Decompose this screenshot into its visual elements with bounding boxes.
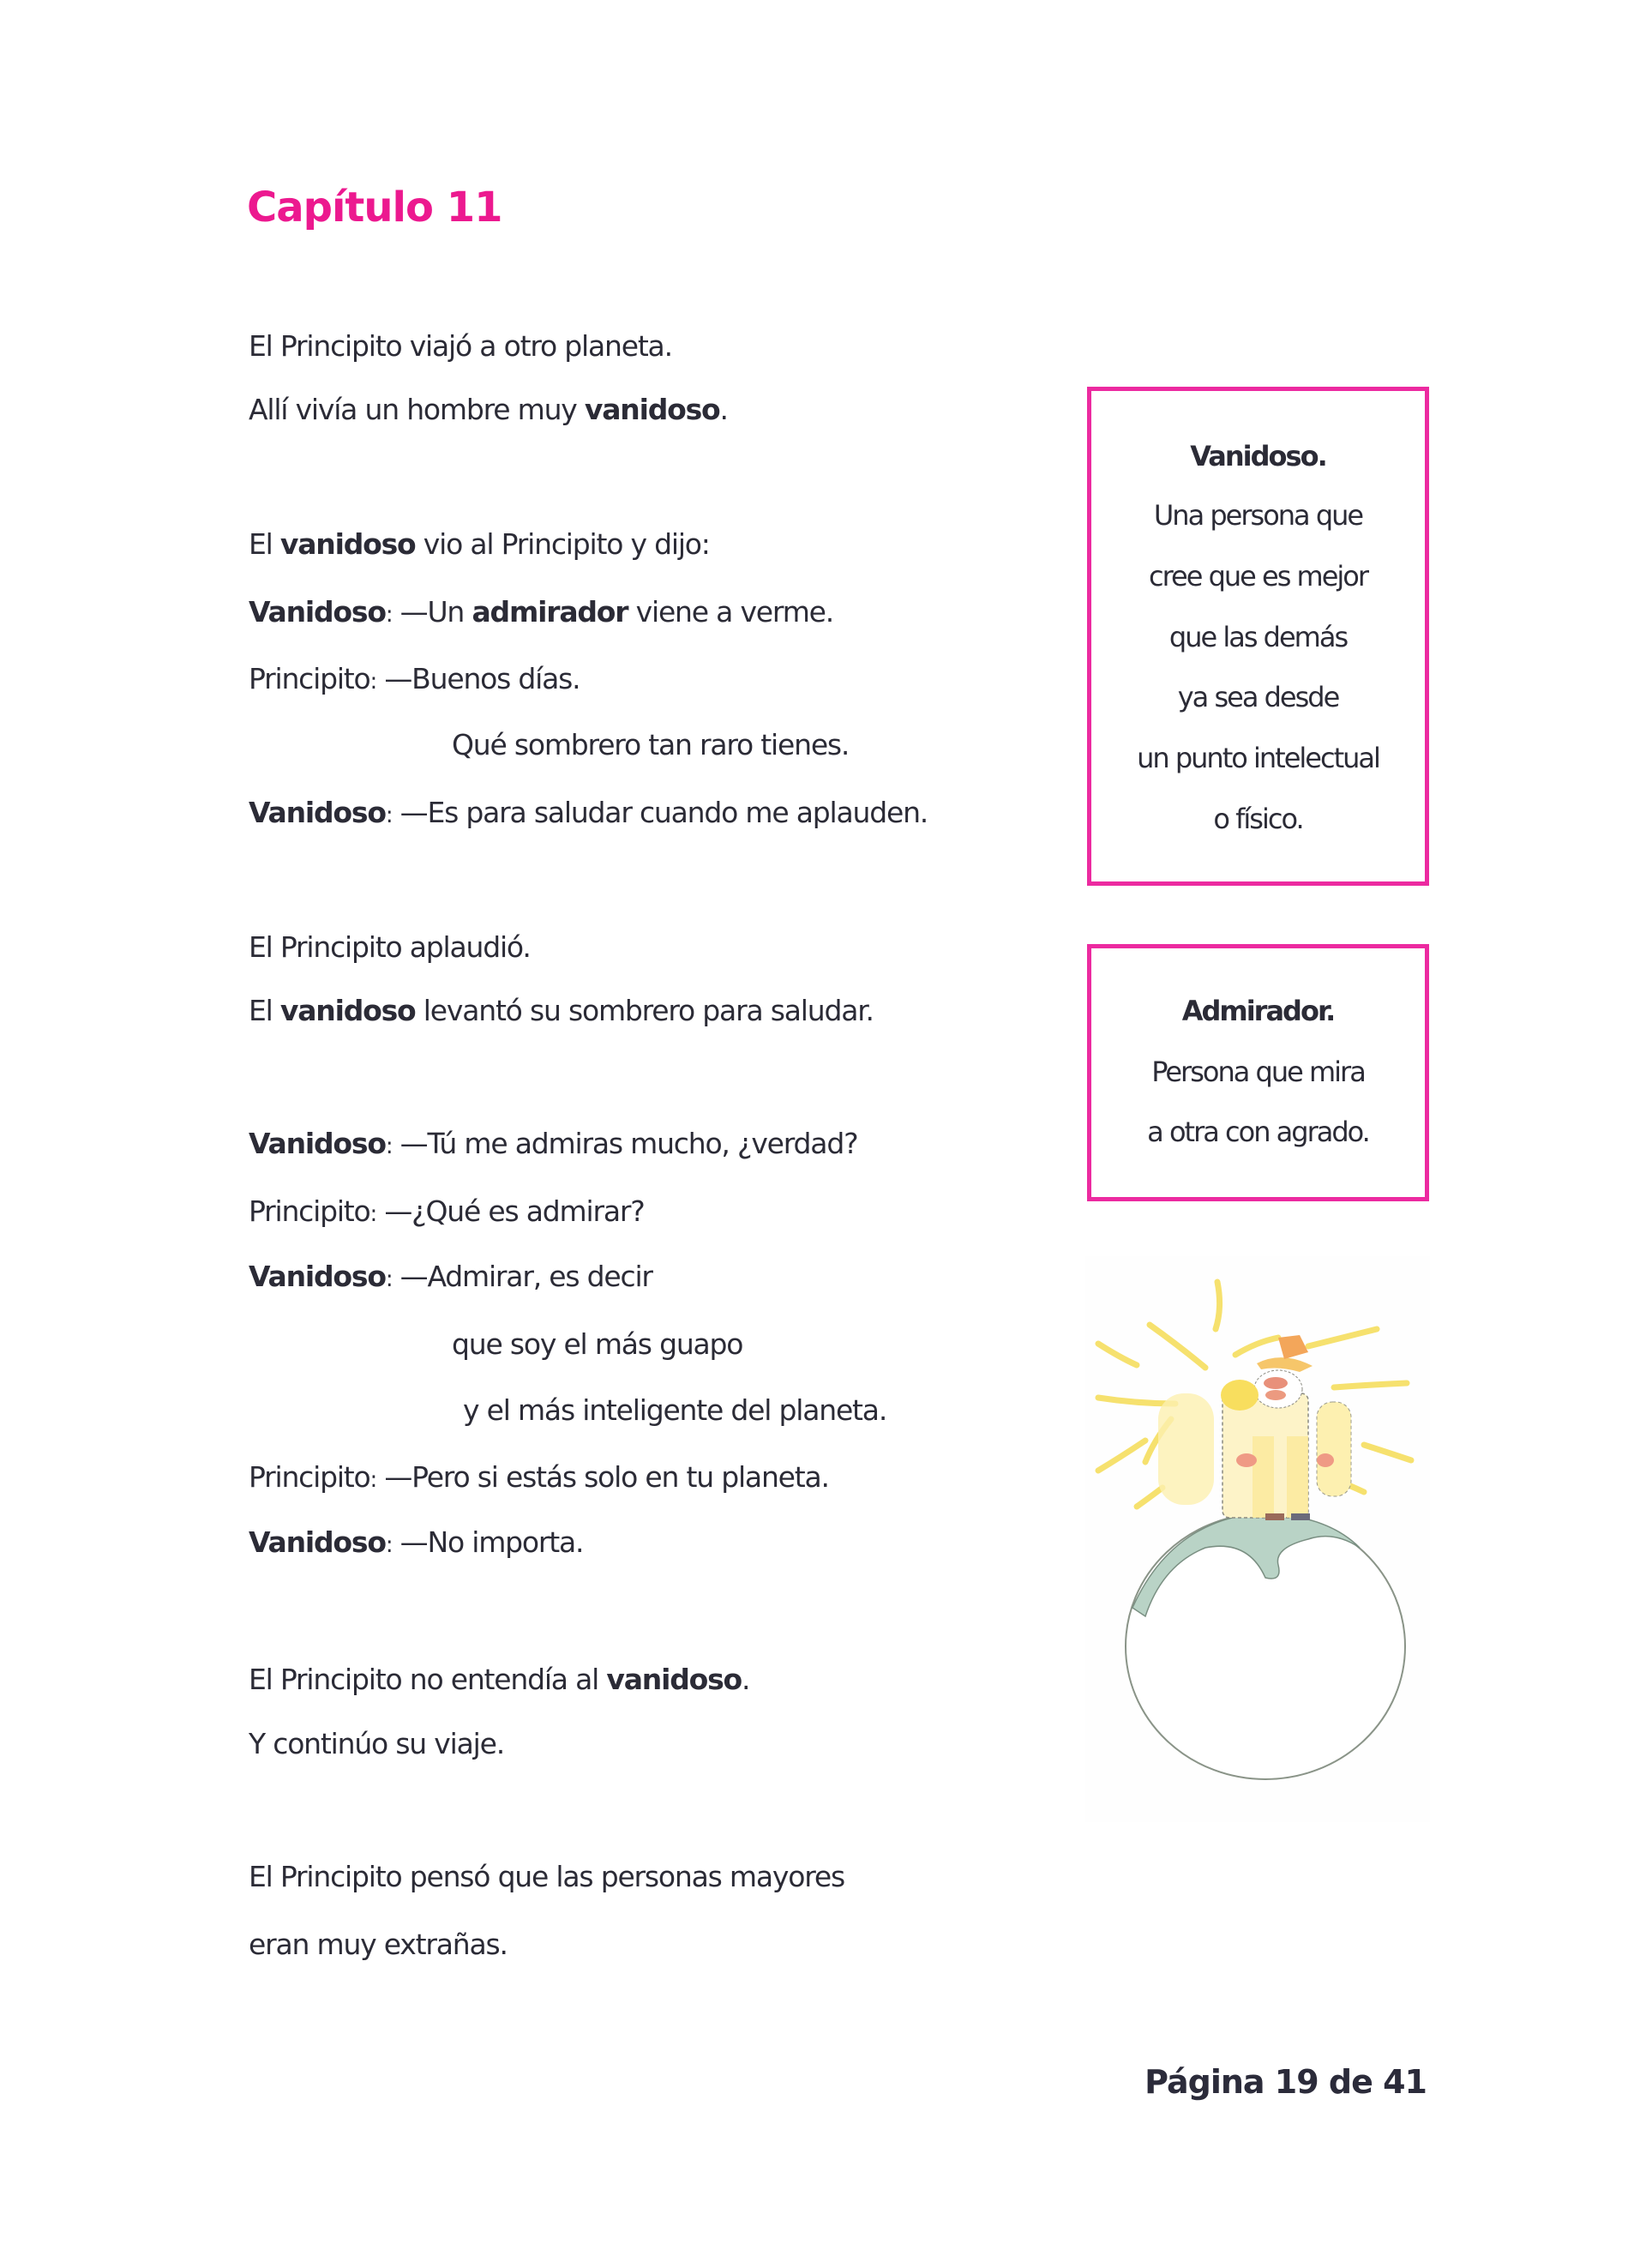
body-line bbox=[249, 929, 531, 966]
glossary-term-highlight: admirador bbox=[472, 595, 628, 629]
glossary-box-admirador bbox=[1087, 944, 1429, 1201]
speaker-colon: : bbox=[369, 669, 377, 695]
dialogue-text: —Buenos días. bbox=[376, 662, 580, 695]
glossary-box-vanidoso bbox=[1087, 387, 1429, 886]
dialogue-text: —¿Qué es admirar? bbox=[376, 1194, 645, 1228]
vanidoso-drawing-icon bbox=[1085, 1256, 1430, 1822]
text-segment: Y continúo su viaje. bbox=[249, 1727, 504, 1760]
dialogue-line bbox=[249, 593, 833, 631]
dialogue-line bbox=[249, 1459, 829, 1496]
speaker-colon: : bbox=[385, 1134, 393, 1159]
dialogue-text: —Es para saludar cuando me aplauden. bbox=[392, 796, 928, 829]
glossary-term: Admirador. bbox=[1181, 995, 1335, 1027]
body-line bbox=[249, 1858, 844, 1896]
text-segment: El Principito pensó que las personas mayores bbox=[249, 1860, 844, 1893]
glossary-term-highlight: vanidoso bbox=[279, 527, 416, 561]
dialogue-text: y el más inteligente del planeta. bbox=[463, 1393, 887, 1427]
dialogue-continuation bbox=[452, 1326, 742, 1363]
dialogue-text: Qué sombrero tan raro tienes. bbox=[452, 728, 850, 761]
text-segment: El bbox=[249, 527, 280, 561]
body-line bbox=[249, 391, 728, 429]
dialogue-line bbox=[249, 1193, 645, 1230]
dialogue-line bbox=[249, 660, 580, 698]
speaker-name: Vanidoso bbox=[249, 1260, 386, 1293]
dialogue-line bbox=[249, 1125, 857, 1163]
text-segment: El Principito aplaudió. bbox=[249, 930, 531, 964]
speaker-colon: : bbox=[369, 1201, 377, 1227]
speaker-colon: : bbox=[385, 803, 393, 828]
text-segment: . bbox=[719, 393, 728, 426]
body-line bbox=[249, 1661, 749, 1699]
dialogue-line bbox=[249, 794, 928, 832]
glossary-definition-line: un punto intelectual bbox=[1137, 742, 1379, 774]
speaker-colon: : bbox=[369, 1467, 377, 1493]
dialogue-line bbox=[249, 1258, 652, 1296]
glossary-definition-line: Una persona que bbox=[1153, 499, 1363, 532]
speaker-name: Vanidoso bbox=[249, 1525, 386, 1559]
dialogue-text: —Admirar, es decir bbox=[392, 1260, 652, 1293]
speaker-name: Vanidoso bbox=[249, 796, 386, 829]
text-segment: El Principito viajó a otro planeta. bbox=[249, 329, 672, 363]
text-segment: . bbox=[742, 1663, 750, 1696]
dialogue-text: que soy el más guapo bbox=[452, 1327, 743, 1361]
body-line bbox=[249, 526, 710, 563]
chapter-title: Capítulo 11 bbox=[247, 183, 502, 232]
dialogue-text: —No importa. bbox=[392, 1525, 584, 1559]
glossary-term-highlight: vanidoso bbox=[279, 994, 416, 1027]
speaker-name: Principito bbox=[249, 662, 370, 695]
dialogue-text: viene a verme. bbox=[628, 595, 834, 629]
dialogue-line bbox=[249, 1524, 583, 1561]
speaker-colon: : bbox=[385, 1266, 393, 1292]
body-line bbox=[249, 1926, 508, 1964]
body-line bbox=[249, 328, 672, 365]
text-segment: vio al Principito y dijo: bbox=[415, 527, 710, 561]
text-segment: levantó su sombrero para saludar. bbox=[415, 994, 874, 1027]
text-segment: El bbox=[249, 994, 280, 1027]
speaker-colon: : bbox=[385, 1532, 393, 1558]
glossary-definition-line: cree que es mejor bbox=[1148, 560, 1368, 593]
glossary-definition-line: ya sea desde bbox=[1177, 681, 1339, 713]
glossary-term: Vanidoso. bbox=[1190, 440, 1326, 472]
glossary-definition-line: Persona que mira bbox=[1151, 1056, 1365, 1088]
text-segment: El Principito no entendía al bbox=[249, 1663, 607, 1696]
speaker-name: Vanidoso bbox=[249, 1127, 386, 1160]
dialogue-text: —Pero si estás solo en tu planeta. bbox=[376, 1460, 829, 1494]
speaker-name: Principito bbox=[249, 1194, 370, 1228]
body-line bbox=[249, 992, 874, 1030]
page-number: Página 19 de 41 bbox=[1144, 2063, 1427, 2101]
speaker-name: Vanidoso bbox=[249, 595, 386, 629]
glossary-definition-line: que las demás bbox=[1168, 621, 1348, 653]
text-segment: eran muy extrañas. bbox=[249, 1928, 508, 1961]
speaker-name: Principito bbox=[249, 1460, 370, 1494]
dialogue-continuation bbox=[463, 1392, 886, 1429]
text-segment: Allí vivía un hombre muy bbox=[249, 393, 585, 426]
speaker-colon: : bbox=[385, 602, 393, 628]
glossary-term-highlight: vanidoso bbox=[584, 393, 720, 426]
illustration-vanidoso-on-planet bbox=[1085, 1256, 1430, 1822]
dialogue-continuation bbox=[452, 726, 849, 764]
glossary-definition-line: o físico. bbox=[1213, 803, 1303, 835]
dialogue-text: —Tú me admiras mucho, ¿verdad? bbox=[392, 1127, 858, 1160]
dialogue-text: —Un bbox=[392, 595, 472, 629]
body-line bbox=[249, 1725, 504, 1763]
glossary-term-highlight: vanidoso bbox=[606, 1663, 742, 1696]
glossary-definition-line: a otra con agrado. bbox=[1147, 1116, 1369, 1148]
